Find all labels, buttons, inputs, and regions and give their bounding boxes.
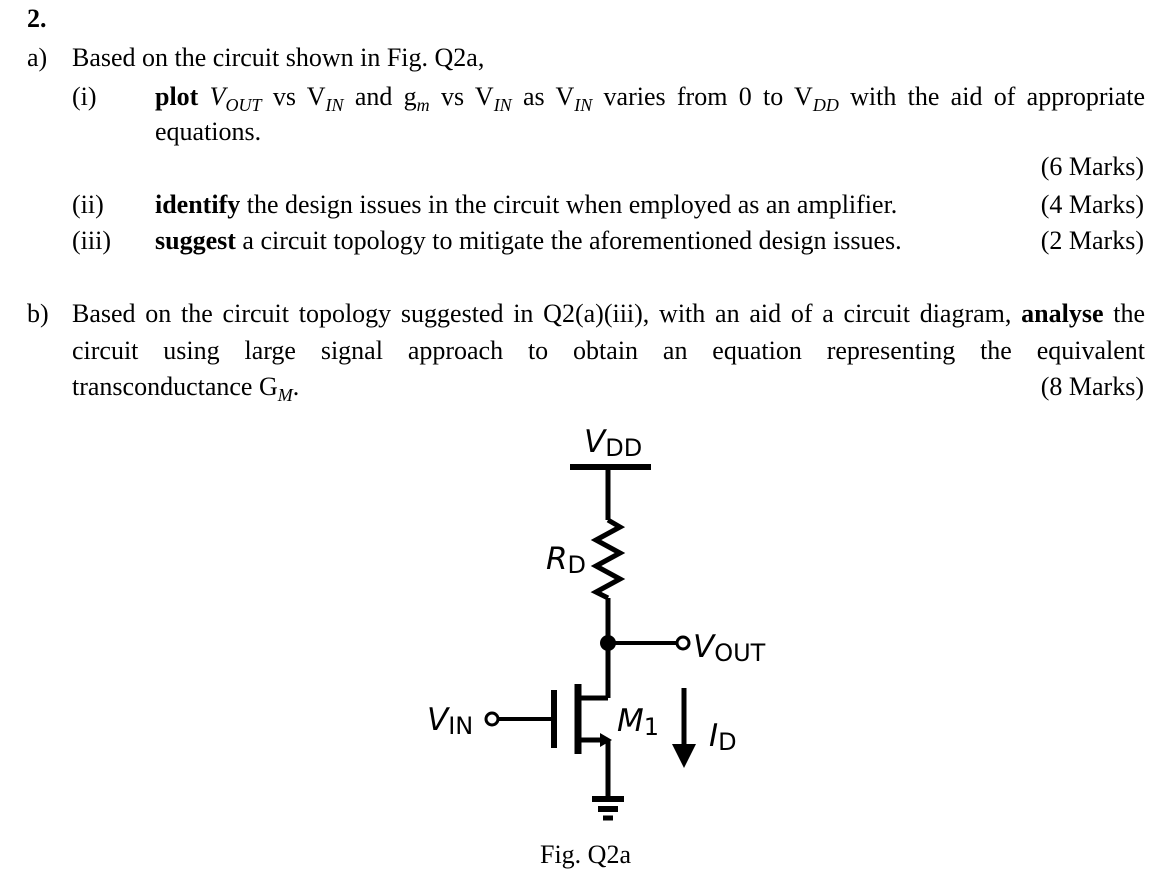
vin-label: VIN <box>427 702 474 740</box>
rd-label: RD <box>546 541 587 579</box>
figure-caption: Fig. Q2a <box>540 840 631 869</box>
vin-terminal <box>486 713 498 725</box>
item-ii-label: (ii) <box>72 190 104 219</box>
part-a-label: a) <box>27 43 48 72</box>
vout-terminal <box>677 637 689 649</box>
vout-label: VOUT <box>693 629 766 667</box>
item-i-line2: equations. <box>155 117 262 146</box>
item-ii-verb: identify <box>155 190 241 219</box>
part-b-verb: analyse <box>1021 299 1104 328</box>
item-ii-marks: (4 Marks) <box>1040 190 1144 219</box>
item-iii-text: suggest a circuit topology to mitigate the aforementioned design issues. <box>155 226 902 255</box>
part-b-marks: (8 Marks) <box>1040 372 1144 401</box>
part-b-label: b) <box>27 299 49 328</box>
part-b-line2: circuit using large signal approach to obtain an equation representing the equivalent <box>72 336 1145 365</box>
vdd-label: VDD <box>584 424 643 462</box>
id-arrow-icon <box>672 744 696 768</box>
part-a-intro: Based on the circuit shown in Fig. Q2a, <box>72 43 485 72</box>
part-b-line1: Based on the circuit topology suggested in Q2(a)(iii), with an aid of a circuit diagram, analyse the <box>72 299 1146 328</box>
id-label: ID <box>709 718 737 756</box>
item-ii-text: identify the design issues in the circuit when employed as an amplifier. <box>155 190 898 219</box>
item-iii-label: (iii) <box>72 226 111 255</box>
question-number: 2. <box>27 4 47 33</box>
item-i-marks: (6 Marks) <box>1040 152 1144 181</box>
resistor-rd <box>596 520 620 598</box>
part-b-line3: transconductance $G_M$. <box>72 372 300 405</box>
item-i-line1: plot $V_{OUT}$ vs $V_{IN}$ and $g_m$ vs $V_{IN}$ as $V_{IN}$ varies from 0 to $V_{DD}$ with the aid of appropriate <box>155 82 1146 115</box>
item-i-label: (i) <box>72 82 97 111</box>
item-iii-marks: (2 Marks) <box>1040 226 1144 255</box>
item-i-verb: plot <box>155 82 199 111</box>
m1-label: M1 <box>617 703 660 741</box>
item-iii-verb: suggest <box>155 226 236 255</box>
